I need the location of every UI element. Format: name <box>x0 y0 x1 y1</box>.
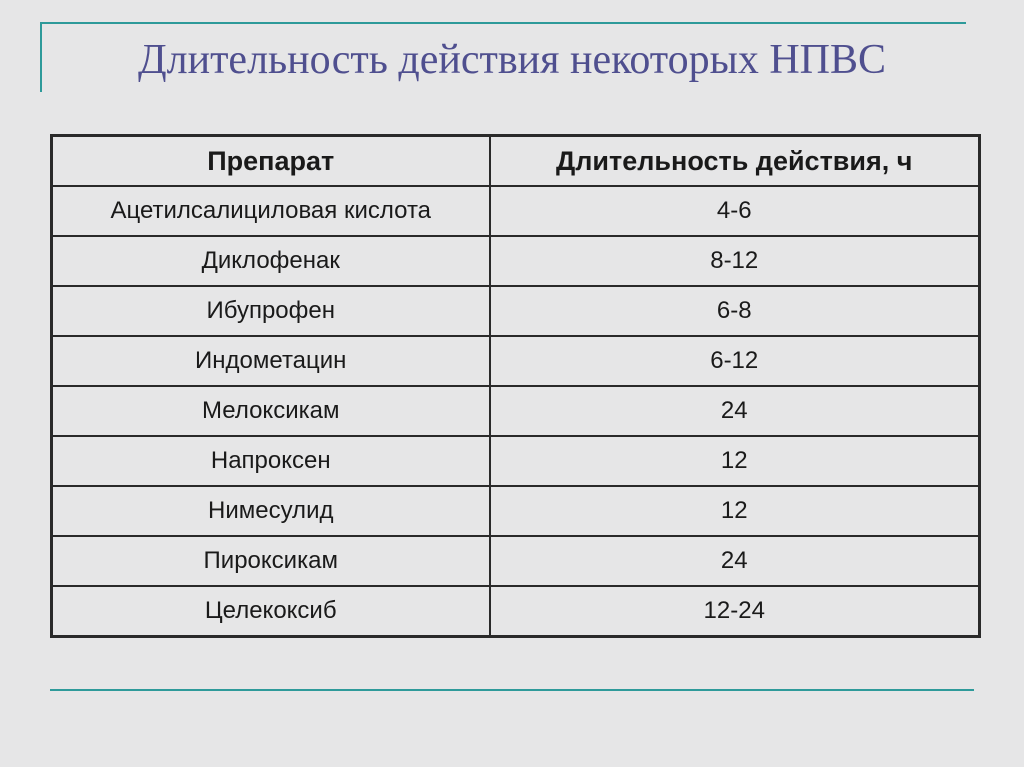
drug-cell: Целекоксиб <box>52 586 490 637</box>
table-row <box>52 386 980 436</box>
table-row <box>52 186 980 236</box>
duration-cell: 12-24 <box>490 586 980 637</box>
decorative-top-line <box>40 22 966 24</box>
duration-cell: 4-6 <box>490 186 980 236</box>
table-row <box>52 436 980 486</box>
table-row <box>52 336 980 386</box>
duration-cell: 6-8 <box>490 286 980 336</box>
header-drug: Препарат <box>52 136 490 187</box>
table-row <box>52 286 980 336</box>
drug-cell: Мелоксикам <box>52 386 490 436</box>
duration-cell: 24 <box>490 536 980 586</box>
table-header-row <box>52 136 980 187</box>
slide-title: Длительность действия некоторых НПВС <box>137 37 887 83</box>
drug-cell: Пироксикам <box>52 536 490 586</box>
drug-cell: Ибупрофен <box>52 286 490 336</box>
duration-cell: 8-12 <box>490 236 980 286</box>
drug-cell: Ацетилсалициловая кислота <box>52 186 490 236</box>
drug-cell: Диклофенак <box>52 236 490 286</box>
duration-cell: 24 <box>490 386 980 436</box>
duration-cell: 6-12 <box>490 336 980 386</box>
nsaid-duration-table <box>50 134 981 638</box>
table-row <box>52 586 980 637</box>
drug-cell: Напроксен <box>52 436 490 486</box>
table-row <box>52 236 980 286</box>
table-row <box>52 536 980 586</box>
duration-cell: 12 <box>490 436 980 486</box>
header-duration: Длительность действия, ч <box>490 136 980 187</box>
drug-cell: Нимесулид <box>52 486 490 536</box>
duration-cell: 12 <box>490 486 980 536</box>
decorative-bottom-line <box>50 689 974 691</box>
table-row <box>52 486 980 536</box>
drug-cell: Индометацин <box>52 336 490 386</box>
